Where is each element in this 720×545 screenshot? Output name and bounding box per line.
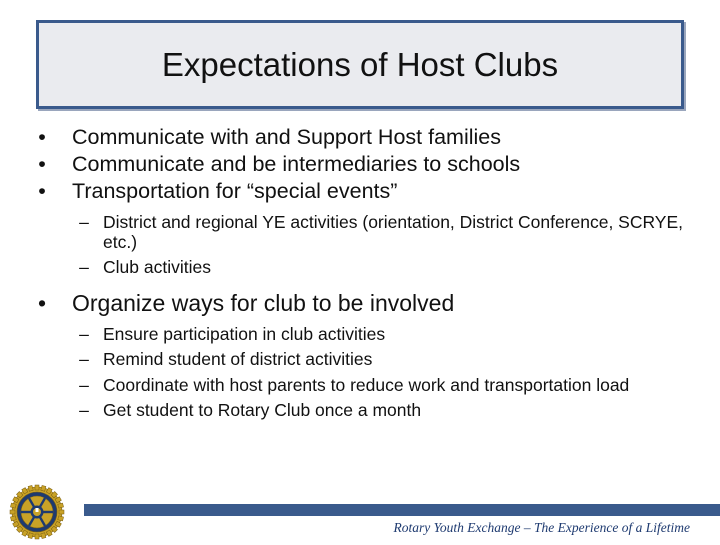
footer-bar xyxy=(84,504,720,516)
bullet-text: Organize ways for club to be involved xyxy=(72,289,455,316)
sub-bullet-item xyxy=(30,213,690,252)
dash-marker: – xyxy=(79,212,89,232)
bullet-text: Transportation for “special events” xyxy=(72,179,398,203)
bullet-marker: • xyxy=(38,125,46,149)
sub-bullet-item xyxy=(30,325,690,345)
sub-bullet-item xyxy=(30,350,690,370)
dash-marker: – xyxy=(79,400,89,420)
sub-bullet-text: Get student to Rotary Club once a month xyxy=(103,400,422,420)
sub-bullet-item xyxy=(30,258,690,278)
bullet-marker: • xyxy=(37,289,47,316)
sub-bullet-item xyxy=(30,376,690,396)
sub-bullet-item xyxy=(30,401,690,421)
bullet-marker: • xyxy=(38,179,46,203)
sub-bullet-text: Remind student of district activities xyxy=(103,349,373,369)
dash-marker: – xyxy=(79,374,89,395)
bullet-item xyxy=(30,178,690,205)
sub-bullet-list xyxy=(30,325,690,421)
title-box xyxy=(36,20,684,109)
bullet-marker: • xyxy=(38,152,46,176)
bullet-text: Communicate with and Support Host families xyxy=(72,125,501,149)
sub-bullet-text: Club activities xyxy=(103,257,211,277)
sub-bullet-text: Ensure participation in club activities xyxy=(103,323,386,344)
sub-bullet-text: District and regional YE activities (orientation, District Conference, SCRYE, etc.) xyxy=(103,212,684,252)
dash-marker: – xyxy=(79,349,89,369)
sub-bullet-text: Coordinate with host parents to reduce work and transportation load xyxy=(103,374,630,395)
bullet-item xyxy=(30,290,690,317)
slide-content xyxy=(30,124,690,427)
dash-marker: – xyxy=(79,257,89,277)
bullet-item xyxy=(30,124,690,151)
footer-tagline: Rotary Youth Exchange – The Experience of a Lifetime xyxy=(393,520,690,535)
rotary-wheel-icon xyxy=(9,484,65,540)
slide-title: Expectations of Host Clubs xyxy=(161,45,559,83)
dash-marker: – xyxy=(79,323,89,344)
bullet-item xyxy=(30,151,690,178)
bullet-text: Communicate and be intermediaries to schools xyxy=(72,152,521,176)
sub-bullet-list xyxy=(30,213,690,278)
